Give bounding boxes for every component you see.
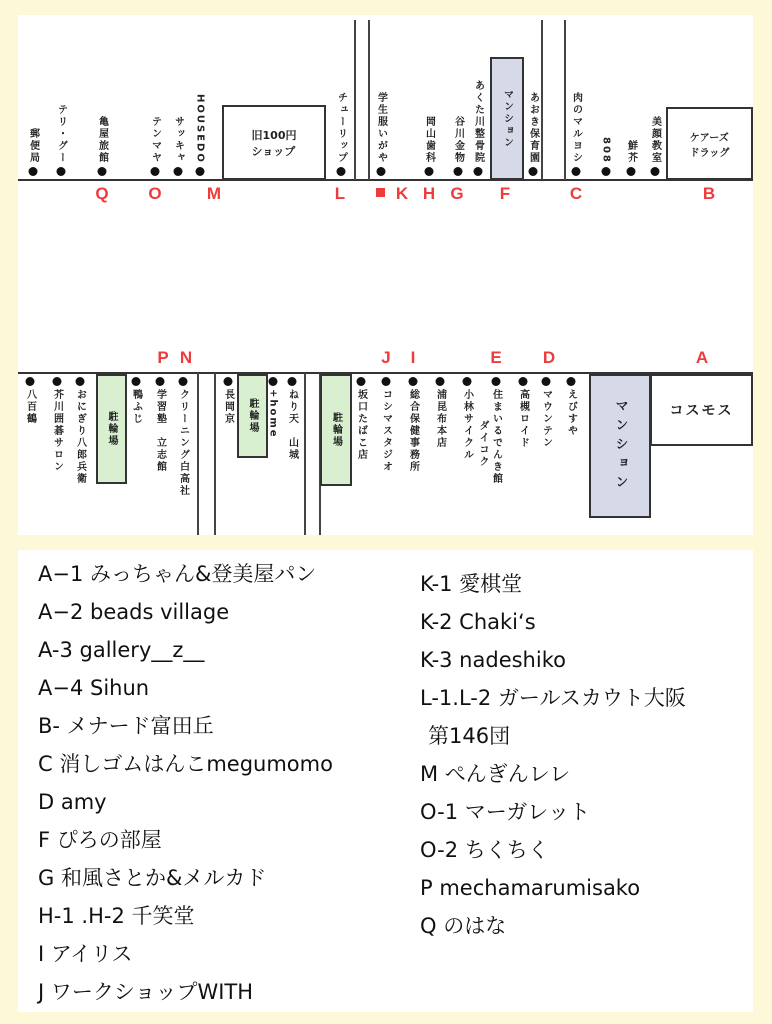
legend-item: L-1.L-2 ガールスカウト大阪 [420, 686, 686, 710]
mansion-label: マンション [612, 398, 628, 494]
location-dot-icon [288, 377, 297, 386]
shop-marker [131, 377, 142, 425]
location-dot-icon [474, 167, 483, 176]
legend-item: K-2 Chaki‘s [420, 610, 536, 634]
top-street [18, 179, 753, 181]
shop-label: あくた川整骨院 [472, 80, 484, 164]
shop-marker [155, 377, 166, 473]
shop-label: 浦昆布本店 [434, 389, 446, 449]
legend-item: O-2 ちくちく [420, 838, 549, 862]
bike-parking-box [237, 374, 268, 458]
shop-marker [491, 377, 502, 485]
location-dot-icon [602, 167, 611, 176]
booth-marker-letter: K [395, 184, 409, 203]
side-road-line [541, 20, 543, 180]
location-dot-icon [196, 167, 205, 176]
shop-marker [178, 377, 189, 497]
shop-label: 鮮芥 [625, 140, 637, 164]
shop-label: 学生服いがや [375, 92, 387, 164]
legend-item: 第146団 [428, 724, 511, 748]
shop-marker [223, 377, 234, 425]
location-dot-icon [53, 377, 62, 386]
location-dot-icon [76, 377, 85, 386]
shop-label: コシマスタジオ [380, 389, 392, 473]
legend-item: K-3 nadeshiko [420, 648, 566, 672]
shop-marker [462, 377, 473, 461]
booth-marker-letter: L [334, 184, 346, 203]
shop-marker [571, 92, 582, 176]
location-dot-icon [492, 377, 501, 386]
location-dot-icon [382, 377, 391, 386]
side-road-line [304, 373, 306, 535]
shop-label: 学習塾 立志館 [154, 389, 166, 473]
legend-item: F ぴろの部屋 [38, 828, 162, 852]
old-100yen-shop-box: 旧100円 ショップ [222, 105, 326, 180]
cares-drug-box: ケアーズ ドラッグ [666, 107, 753, 180]
shop-marker [356, 377, 367, 461]
shop-marker [97, 116, 108, 176]
shop-marker [173, 116, 184, 176]
shop-label: クリーニング白高社 [177, 389, 189, 497]
side-road-line [564, 20, 566, 180]
shop-label: 美顔教室 [649, 116, 661, 164]
shop-marker [528, 92, 539, 176]
legend-item: P mechamarumisako [420, 876, 641, 900]
shop-label: 亀屋旅館 [96, 116, 108, 164]
location-dot-icon [377, 167, 386, 176]
booth-marker-letter: G [450, 184, 464, 203]
booth-marker-letter: A [695, 348, 709, 367]
legend-item: C 消しゴムはんこmegumomo [38, 752, 333, 776]
shop-label: 坂口たばこ店 [355, 389, 367, 461]
location-dot-icon [542, 377, 551, 386]
shop-label: ダイコク [477, 420, 488, 468]
shop-marker [566, 377, 577, 437]
shop-marker [626, 140, 637, 176]
shop-label: テリ・グー [55, 104, 67, 164]
booth-marker-letter: C [569, 184, 583, 203]
shop-label: 八百鶴 [24, 389, 36, 425]
side-road-line [368, 20, 370, 180]
location-dot-icon [174, 167, 183, 176]
booth-marker-letter: Q [95, 184, 109, 203]
shop-marker [376, 92, 387, 176]
location-dot-icon [567, 377, 576, 386]
location-dot-icon [436, 377, 445, 386]
shop-marker [518, 377, 529, 449]
legend-item: A-3 gallery__z__ [38, 638, 205, 662]
side-road-line [354, 20, 356, 180]
shop-marker [424, 116, 435, 176]
shop-label: チューリップ [335, 92, 347, 164]
shop-label: えびすや [565, 389, 577, 437]
shop-marker [75, 377, 86, 485]
mansion-label: マンション [501, 88, 513, 149]
shop-label: 総合保健事務所 [407, 389, 419, 473]
shop-label: 肉のマルヨシ [570, 92, 582, 164]
shop-marker [150, 116, 161, 176]
square-marker [376, 188, 385, 197]
location-dot-icon [519, 377, 528, 386]
shop-label: テンマヤ [149, 116, 161, 164]
location-dot-icon [151, 167, 160, 176]
bike-parking-box [96, 374, 127, 484]
bike-parking-label: 駐輪場 [247, 398, 258, 434]
legend-item: G 和風さとか&メルカド [38, 866, 267, 890]
booth-marker-letter: P [157, 348, 169, 367]
legend-item: B- メナード富田丘 [38, 714, 214, 738]
location-dot-icon [454, 167, 463, 176]
side-road-line [197, 373, 199, 535]
shop-marker [268, 377, 279, 439]
legend-item: O-1 マーガレット [420, 800, 591, 824]
booth-marker-letter: J [381, 348, 391, 367]
booth-marker-letter: B [702, 184, 716, 203]
bike-parking-label: 駐輪場 [330, 412, 342, 448]
location-dot-icon [132, 377, 141, 386]
location-dot-icon [57, 167, 66, 176]
booth-marker-letter: H [422, 184, 436, 203]
location-dot-icon [26, 377, 35, 386]
shop-marker [408, 377, 419, 473]
shop-marker [601, 137, 612, 176]
location-dot-icon [357, 377, 366, 386]
location-dot-icon [409, 377, 418, 386]
location-dot-icon [269, 377, 278, 386]
shop-label: 808 [600, 137, 612, 164]
location-dot-icon [337, 167, 346, 176]
mansion-box-bottom [589, 374, 651, 518]
shop-marker [541, 377, 552, 449]
legend-item: A−1 みっちゃん&登美屋パン [38, 562, 317, 586]
shop-label: サッキャ [172, 116, 184, 164]
legend-item: I アイリス [38, 942, 133, 966]
legend-item: J ワークショップWITH [38, 980, 254, 1004]
location-dot-icon [29, 167, 38, 176]
location-dot-icon [156, 377, 165, 386]
shop-label: 岡山歯科 [423, 116, 435, 164]
shop-marker [287, 377, 298, 461]
shop-marker [25, 377, 36, 425]
shop-label: ねり天 山城 [286, 389, 298, 461]
shop-marker [650, 116, 661, 176]
shop-label: マウンテン [540, 389, 552, 449]
shop-label: 小林サイクル [461, 389, 473, 461]
shop-label: あおき保育園 [527, 92, 539, 164]
legend-item: H-1 .H-2 千笑堂 [38, 904, 195, 928]
shop-label: +home [267, 389, 279, 439]
side-road-line [214, 373, 216, 535]
location-dot-icon [627, 167, 636, 176]
legend-item: D amy [38, 790, 107, 814]
shop-marker [473, 80, 484, 176]
location-dot-icon [98, 167, 107, 176]
legend-item: A−2 beads village [38, 600, 230, 624]
booth-marker-letter: F [499, 184, 511, 203]
shop-label: 高槻ロイド [517, 389, 529, 449]
booth-marker-letter: N [179, 348, 193, 367]
shop-marker [28, 128, 39, 176]
shop-label: 郵便局 [27, 128, 39, 164]
shop-marker [381, 377, 392, 473]
shop-label: おにぎり八郎兵衛 [74, 389, 86, 485]
booth-marker-letter: M [206, 184, 222, 203]
shop-marker [52, 377, 63, 473]
booth-marker-letter: I [410, 348, 416, 367]
shop-marker [336, 92, 347, 176]
location-dot-icon [529, 167, 538, 176]
location-dot-icon [651, 167, 660, 176]
legend-item: A−4 Sihun [38, 676, 150, 700]
shop-label: 鴨ふじ [130, 389, 142, 425]
shop-marker [195, 94, 206, 176]
shop-marker [56, 104, 67, 176]
booth-marker-letter: E [490, 348, 502, 367]
legend-item: M ぺんぎんレレ [420, 762, 571, 786]
location-dot-icon [425, 167, 434, 176]
shop-label: HOUSEDO [194, 94, 206, 164]
bike-parking-label: 駐輪場 [106, 411, 117, 447]
location-dot-icon [224, 377, 233, 386]
location-dot-icon [463, 377, 472, 386]
shop-label: 住まいるでんき館 [490, 389, 502, 485]
shop-label: 長岡京 [222, 389, 234, 425]
booth-marker-letter: O [148, 184, 162, 203]
shop-label: 芥川囲碁サロン [51, 389, 63, 473]
mansion-box-top [490, 57, 524, 180]
location-dot-icon [572, 167, 581, 176]
bike-parking-box [320, 374, 352, 486]
shop-marker [453, 116, 464, 176]
legend-item: K-1 愛棋堂 [420, 572, 523, 596]
shop-label: 谷川金物 [452, 116, 464, 164]
location-dot-icon [179, 377, 188, 386]
legend-item: Q のはな [420, 914, 507, 938]
shop-marker [435, 377, 446, 449]
booth-marker-letter: D [542, 348, 556, 367]
cosmos-box: コスモス [650, 374, 753, 446]
